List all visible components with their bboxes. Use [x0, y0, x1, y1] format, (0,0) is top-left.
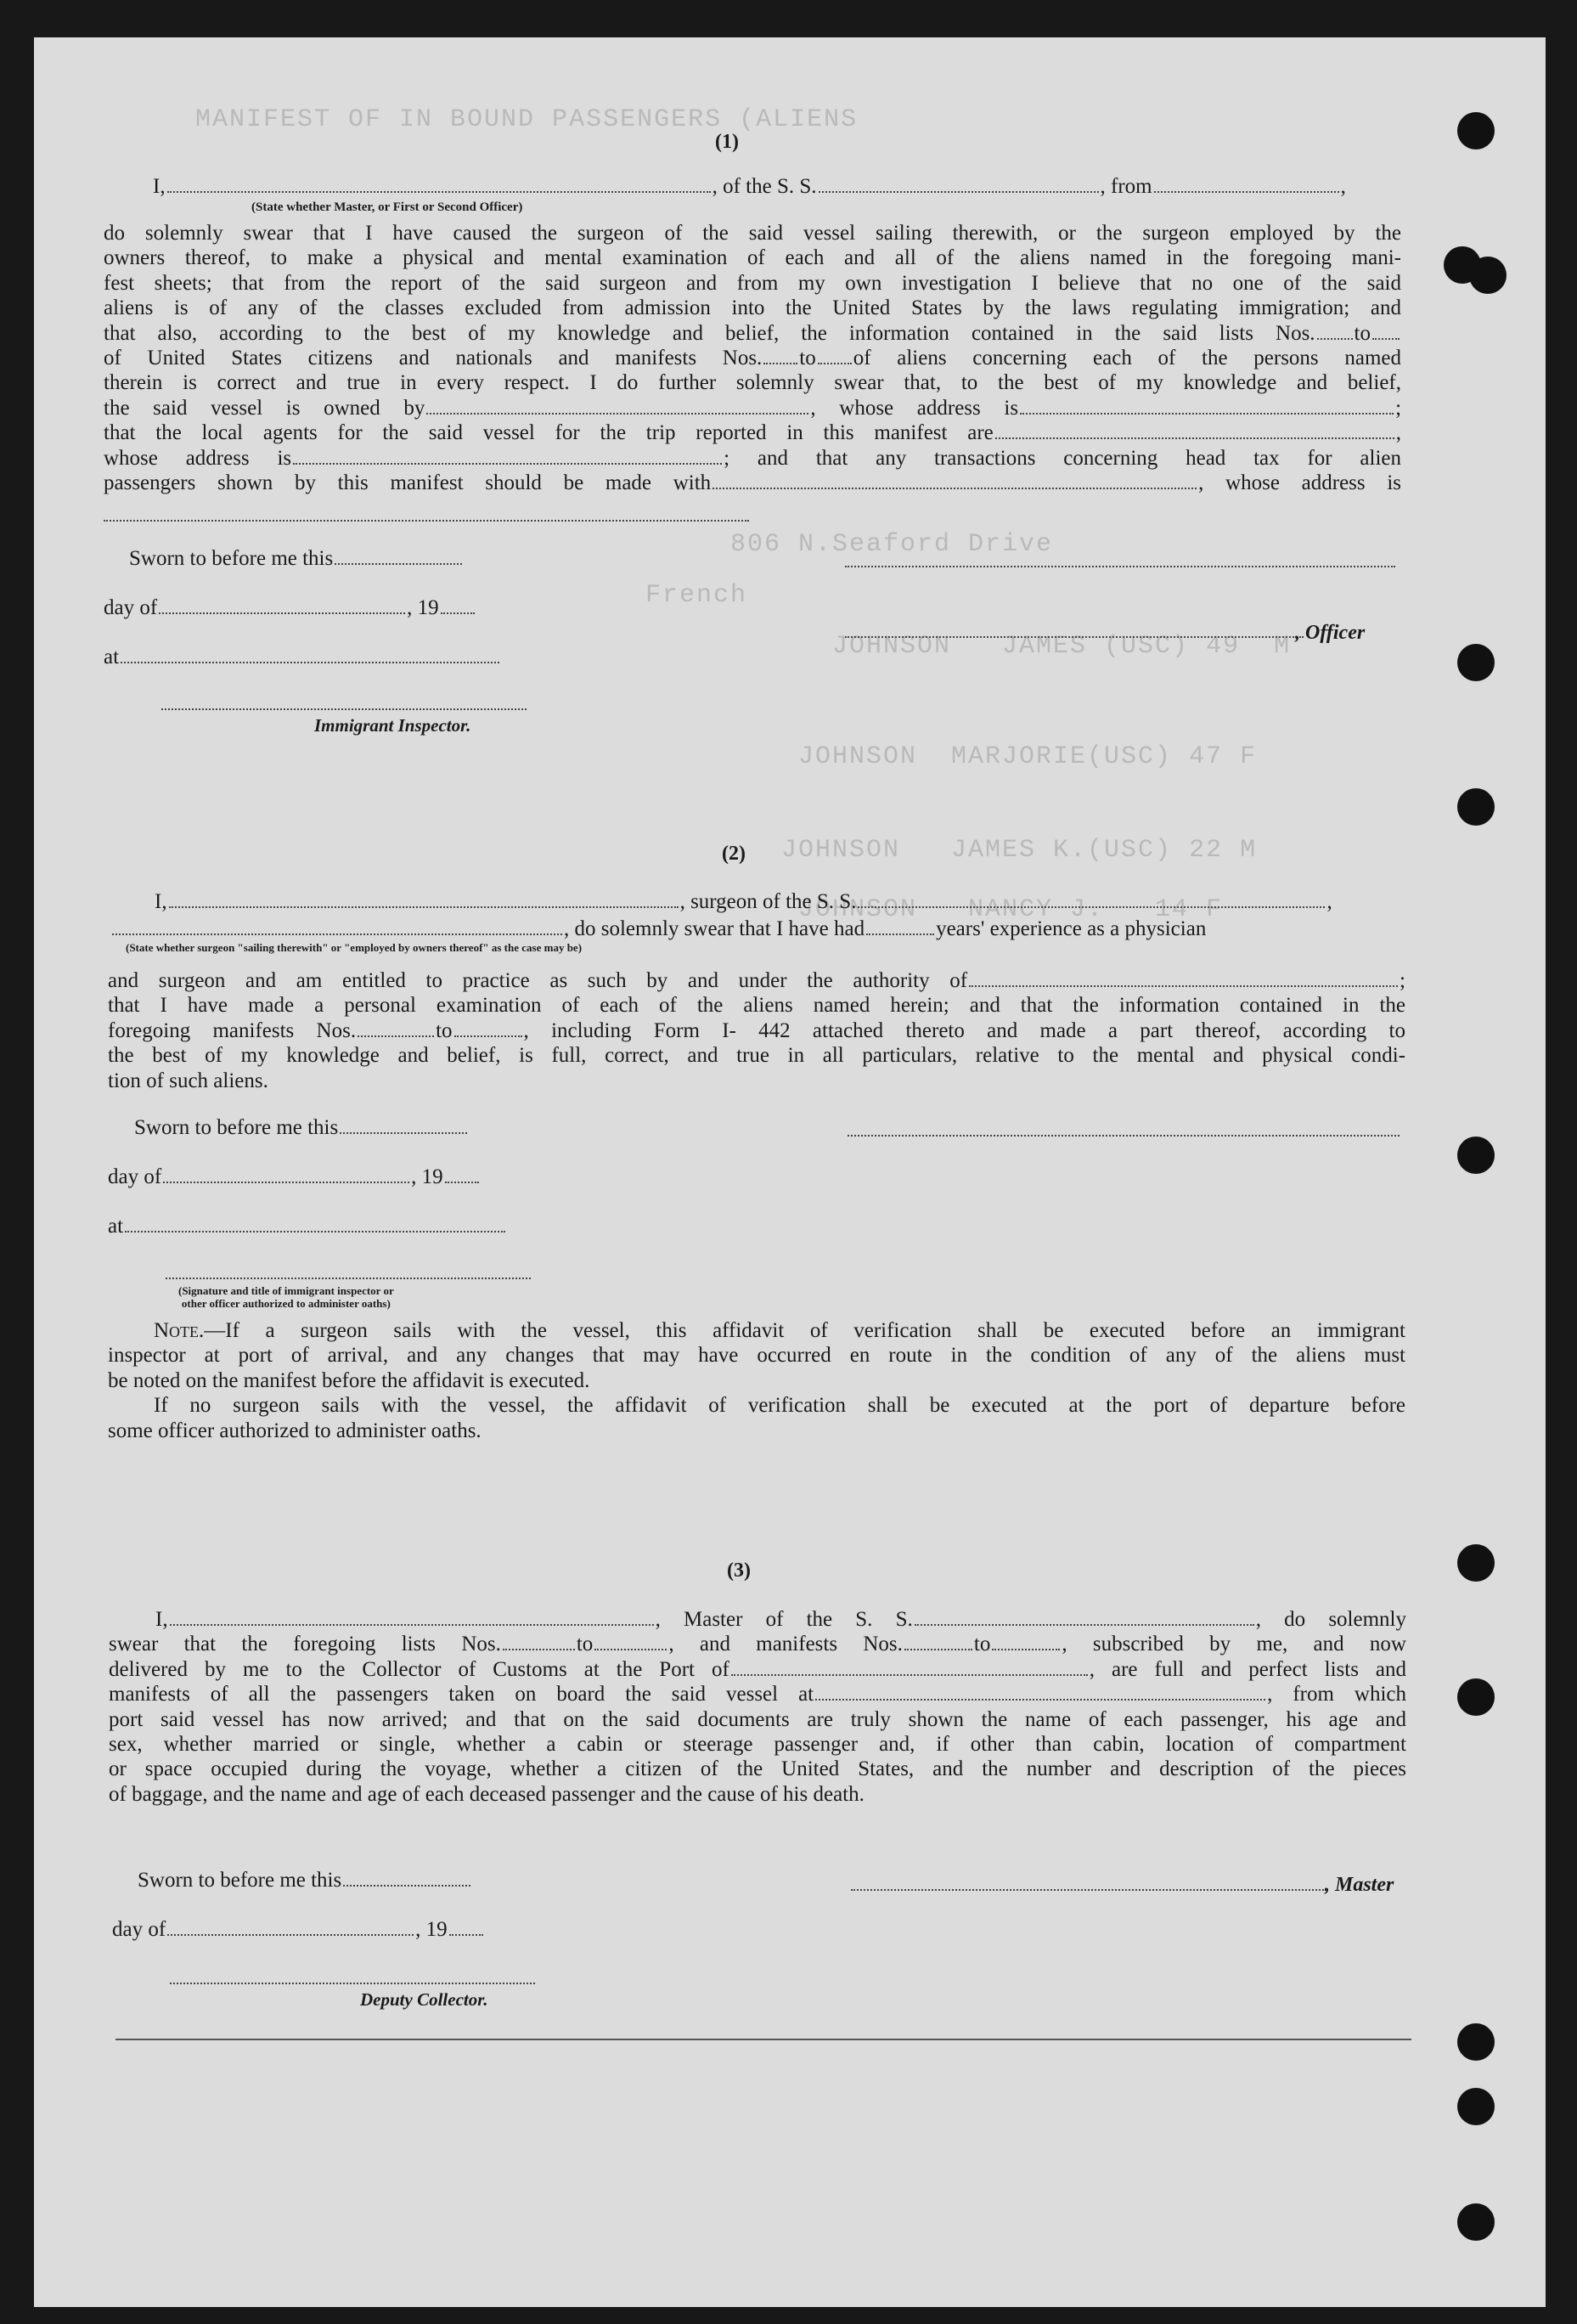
- note-paragraph: Note.—If a surgeon sails with the vessel, this affidavit of verification shall be executed before an immigrant inspector at port of arrival, and any changes that may have occurred en route in the condition of any of the aliens must be noted on the manifest before the affidavit is executed. If no surgeon sails with the vessel, the affidavit of verification shall be executed at the port of departure before some officer authorized to administer oaths.: [108, 1319, 1405, 1442]
- s1-at: at: [104, 646, 501, 669]
- s2-sworn: Sworn to before me this: [134, 1116, 469, 1140]
- s3-lists-to-field[interactable]: [594, 1649, 667, 1650]
- binder-hole-icon: [1457, 788, 1495, 826]
- bleed-through-text: JOHNSON JAMES K.(USC) 22 M: [781, 836, 1258, 865]
- bleed-through-text: 806 N.Seaford Drive: [730, 530, 1054, 559]
- s1-from-label: , from: [1100, 175, 1152, 198]
- s3-sworn: Sworn to before me this: [138, 1869, 472, 1892]
- head-tax-contact-field[interactable]: [712, 488, 1197, 489]
- from-port-field[interactable]: [1154, 191, 1339, 193]
- departure-port-field[interactable]: [815, 1699, 1265, 1701]
- s2-manifest-from-field[interactable]: [358, 1035, 434, 1037]
- agents-address-field[interactable]: [293, 463, 722, 465]
- sig-hint: (Signature and title of immigrant inspector or other officer authorized to administer oaths): [178, 1284, 394, 1310]
- s3-year-field[interactable]: [449, 1934, 483, 1936]
- s2-at-field[interactable]: [125, 1231, 505, 1233]
- years-field[interactable]: [866, 934, 934, 935]
- s3-vessel-field[interactable]: [915, 1624, 1254, 1626]
- s1-body: do solemnly swear that I have caused the surgeon of the said vessel sailing therewith, or the surgeon employed by the owners thereof, to make a physical and mental examination of each and all of the aliens named in the foregoing mani- fest sheets; that from the report of the said surgeon and from my own investigation I believe that no one of the said aliens is of any of the classes excluded from admission into the United States by the laws regulating immigration; and that also, according to the best of my knowledge and belief, the information contained in the said lists Nos. to of United States citizens and nationals and manifests Nos. to of aliens concerning each of the persons named therein is correct and true in every respect. I do further solemnly swear that, to the best of my knowledge and belief, the said vessel is owned by , whose address is ; that the local agents for the said vessel for the trip reported in this manifest are , whose address is ; and that any transactions concerning head tax for alien passengers shown by this manifest should be made with , whose address is: [104, 222, 1402, 495]
- s2-month-field[interactable]: [163, 1182, 409, 1183]
- s3-manifests-from-field[interactable]: [904, 1649, 972, 1650]
- binder-hole-icon: [1457, 112, 1495, 149]
- binder-hole-icon: [1457, 644, 1495, 681]
- s3-lists-from-field[interactable]: [503, 1649, 575, 1650]
- s2-sworn-day-field[interactable]: [340, 1132, 467, 1134]
- customs-port-field[interactable]: [731, 1674, 1088, 1676]
- bleed-through-text: JOHNSON JAMES (USC) 49 M: [832, 632, 1292, 661]
- s3-collector-signature-line[interactable]: [170, 1983, 535, 1984]
- bleed-through-text: MANIFEST OF IN BOUND PASSENGERS (ALIENS: [195, 105, 859, 134]
- s1-officer-title-line[interactable]: [845, 636, 1304, 638]
- s2-at: at: [108, 1215, 507, 1238]
- bottom-rule: [115, 2039, 1411, 2040]
- s3-master-label: , Master: [1325, 1874, 1394, 1896]
- bleed-through-text: JOHNSON MARJORIE(USC) 47 F: [798, 742, 1258, 771]
- s1-ss-label: , of the S. S.: [712, 175, 817, 198]
- owner-field[interactable]: [426, 413, 808, 415]
- s1-sworn-day-field[interactable]: [335, 563, 462, 565]
- s1-sworn: Sworn to before me this: [129, 547, 464, 571]
- officer-hint: (State whether Master, or First or Second Officer): [251, 200, 523, 214]
- s3-manifests-to-field[interactable]: [992, 1649, 1060, 1650]
- s1-officer-signature-line[interactable]: [845, 566, 1395, 567]
- binder-hole-icon: [1457, 2203, 1495, 2241]
- binder-hole-icon: [1457, 2088, 1495, 2125]
- s2-manifest-to-field[interactable]: [454, 1035, 522, 1037]
- s2-year-field[interactable]: [445, 1182, 479, 1183]
- section-1-number: (1): [715, 131, 739, 153]
- s2-line2: , do solemnly swear that I have had years' experience as a physician: [110, 917, 1206, 941]
- s1-i-label: I,: [153, 175, 166, 198]
- s1-officer-label: , Officer: [1295, 622, 1366, 644]
- s2-day-of: day of , 19: [108, 1165, 481, 1189]
- section-3-number: (3): [727, 1560, 751, 1582]
- binder-hole-icon: [1457, 2023, 1495, 2061]
- s1-month-field[interactable]: [159, 612, 405, 614]
- s1-at-field[interactable]: [121, 662, 499, 663]
- binder-hole-icon: [1469, 257, 1507, 294]
- bleed-through-text: French: [645, 581, 748, 610]
- deputy-collector-label: Deputy Collector.: [360, 1989, 488, 2010]
- local-agents-field[interactable]: [995, 437, 1394, 439]
- surgeon-status-field[interactable]: [112, 934, 562, 935]
- s3-month-field[interactable]: [167, 1934, 414, 1936]
- authority-field[interactable]: [969, 985, 1398, 987]
- s3-body: I, , Master of the S. S. , do solemnly swear that the foregoing lists Nos. to , and manifests Nos. to , subscribed by me, and now delivered by me to the Collector of Customs at the Port of , are full and perfect lists and manifests of all the passengers taken on board the said vessel at , from which port said vessel has now arrived; and that on the said documents are truly shown the name of each passenger, his age and sex, whether married or single, whether a cabin or steerage passenger and, if other than cabin, location of compartment or space occupied during the voyage, whether a citizen of the United States, and the number and description of the pieces of baggage, and the name and age of each deceased passenger and the cause of his death.: [109, 1608, 1407, 1806]
- s1-line1: I, , of the S. S. , from ,: [153, 175, 1346, 198]
- section-2-number: (2): [722, 843, 746, 865]
- surgeon-hint: (State whether surgeon "sailing therewith" or "employed by owners thereof" as the case may be): [126, 941, 583, 954]
- s2-vessel-field[interactable]: [858, 906, 1325, 908]
- manifests-to-field[interactable]: [818, 363, 852, 364]
- s3-sworn-day-field[interactable]: [343, 1885, 470, 1887]
- s2-body: and surgeon and am entitled to practice as such by and under the authority of ; that I have made a personal examination of each of the aliens named herein; and that the information contained in the foregoing manifests Nos. to , including Form I- 442 attached thereto and made a part thereof, according to the best of my knowledge and belief, is full, correct, and true in all particulars, relative to the mental and physical condi- tion of such aliens.: [108, 969, 1406, 1092]
- binder-hole-icon: [1457, 1678, 1495, 1716]
- s1-inspector-signature-line[interactable]: [161, 708, 527, 710]
- vessel-name-field[interactable]: [819, 191, 1099, 193]
- s1-year-field[interactable]: [441, 612, 475, 614]
- lists-from-field[interactable]: [1317, 338, 1353, 340]
- s1-address-continuation-field[interactable]: [104, 520, 749, 522]
- s2-inspector-signature-line[interactable]: [166, 1278, 531, 1279]
- immigrant-inspector-label: Immigrant Inspector.: [314, 715, 471, 736]
- officer-name-field[interactable]: [167, 191, 711, 193]
- owner-address-field[interactable]: [1020, 413, 1394, 415]
- binder-hole-icon: [1457, 1137, 1495, 1174]
- master-name-field[interactable]: [170, 1624, 654, 1626]
- s2-line1: I, , surgeon of the S. S. ,: [155, 890, 1332, 913]
- binder-hole-icon: [1457, 1544, 1495, 1582]
- surgeon-name-field[interactable]: [169, 906, 679, 908]
- lists-to-field[interactable]: [1372, 338, 1400, 340]
- s3-master-signature-line[interactable]: [851, 1889, 1326, 1891]
- s1-day-of: day of , 19: [104, 596, 476, 620]
- s2-surgeon-signature-line[interactable]: [848, 1135, 1400, 1137]
- s3-day-of: day of , 19: [112, 1918, 485, 1942]
- manifests-from-field[interactable]: [763, 363, 797, 364]
- bleed-through-text: JOHNSON NANCY J. 14 F: [798, 895, 1224, 924]
- document-page: [34, 37, 1546, 2307]
